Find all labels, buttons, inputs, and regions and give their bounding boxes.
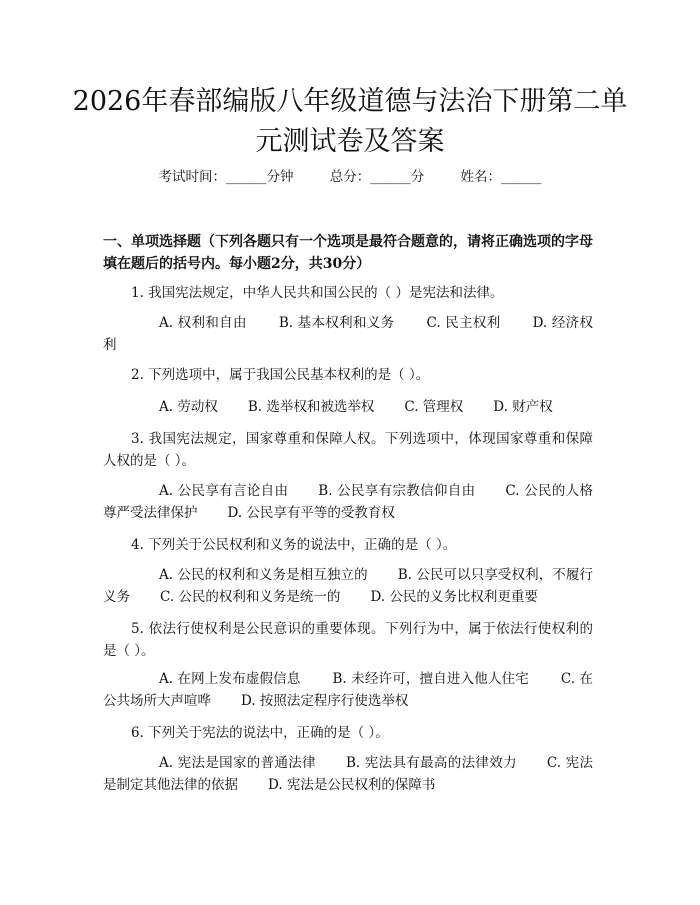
question-6-stem: 6. 下列关于宪法的说法中，正确的是（ ）。: [131, 725, 389, 741]
question-2-option-a: A. 劳动权: [159, 399, 218, 415]
question-1-option-a: A. 权利和自由: [159, 315, 247, 331]
question-4-options: [103, 564, 593, 608]
question-5-option-c: C. 在公共场所大声喧哗: [103, 671, 593, 709]
question-6-option-a: A. 宪法是国家的普通法律: [159, 755, 316, 771]
exam-time-label: 考试时间：______分钟: [158, 169, 294, 185]
question-5-option-a: A. 在网上发布虚假信息: [159, 671, 301, 687]
question-5-option-d: D. 按照法定程序行使选举权: [241, 693, 409, 709]
question-4-option-a: A. 公民的权利和义务是相互独立的: [159, 567, 368, 583]
question-3-option-b: B. 公民享有宗教信仰自由: [318, 483, 476, 499]
question-3-stem: 3. 我国宪法规定，国家尊重和保障人权。下列选项中，体现国家尊重和保障人权的是（ ）。: [103, 431, 593, 469]
question-4-stem: 4. 下列关于公民权利和义务的说法中，正确的是（ ）。: [131, 537, 457, 553]
question-5-stem: 5. 依法行使权利是公民意识的重要体现。下列行为中，属于依法行使权利的是（ ）。: [103, 621, 593, 659]
question-1-option-b: B. 基本权利和义务: [278, 315, 395, 331]
question-1-options: [103, 312, 593, 356]
student-name-label: 姓名：______: [460, 169, 542, 185]
question-3-options: [103, 480, 593, 524]
question-4-option-b: B. 公民可以只享受权利，不履行义务: [103, 567, 593, 605]
total-score-label: 总分：______分: [329, 169, 425, 185]
question-4-option-d: D. 公民的义务比权利更重要: [370, 589, 538, 605]
question-6-option-c: C. 宪法是制定其他法律的依据: [103, 755, 593, 793]
question-5-option-b: B. 未经许可，擅自进入他人住宅: [332, 671, 529, 687]
question-2-options: [103, 396, 593, 418]
question-1-option-d: D. 经济权利: [103, 315, 593, 353]
question-3-option-c: C. 公民的人格尊严受法律保护: [103, 483, 593, 521]
question-1-option-c: C. 民主权利: [426, 315, 501, 331]
question-2-option-d: D. 财产权: [493, 399, 553, 415]
section-heading: 一、单项选择题（下列各题只有一个选项是最符合题意的，请将正确选项的字母填在题后的括号内。每小题2分，共30分）: [103, 234, 593, 272]
question-2-option-b: B. 选举权和被选举权: [247, 399, 375, 415]
question-2-option-c: C. 管理权: [404, 399, 464, 415]
exam-info-line: [0, 166, 700, 188]
question-6-option-d: D. 宪法是公民权利的保障书: [268, 777, 436, 793]
question-1-stem: 1. 我国宪法规定，中华人民共和国公民的（ ）是宪法和法律。: [131, 285, 504, 301]
question-2-stem: 2. 下列选项中，属于我国公民基本权利的是（ ）。: [131, 367, 430, 383]
document-title: 2026年春部编版八年级道德与法治下册第二单元测试卷及答案: [72, 86, 628, 157]
question-5-options: [103, 668, 593, 712]
question-4-option-c: C. 公民的权利和义务是统一的: [160, 589, 341, 605]
question-3-option-a: A. 公民享有言论自由: [159, 483, 289, 499]
question-6-option-b: B. 宪法具有最高的法律效力: [345, 755, 517, 771]
question-3-option-d: D. 公民享有平等的受教育权: [227, 505, 395, 521]
question-6-options: [103, 752, 593, 796]
